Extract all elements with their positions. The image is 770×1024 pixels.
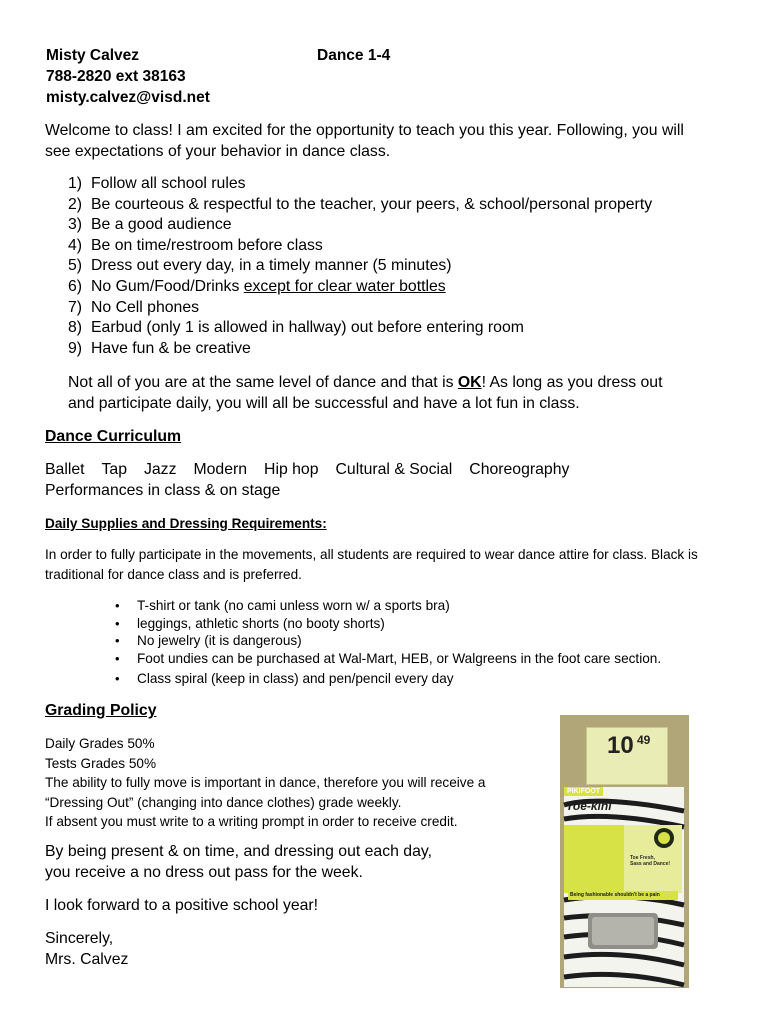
supply-item: • No jewelry (it is dangerous) [115,633,302,649]
grading-line: “Dressing Out” (changing into dance clothes) grade weekly. [45,794,402,810]
product-name: Toe-kini [566,799,612,813]
product-caption: Being fashionable shouldn't be a pain [570,892,660,898]
rule-item: 2) Be courteous & respectful to the teacher, your peers, & school/personal property [68,195,653,213]
grading-line: If absent you must write to a writing prompt in order to receive credit. [45,814,458,829]
supply-item: • Class spiral (keep in class) and pen/pencil every day [115,670,454,686]
grading-details [45,734,545,832]
teacher-email: misty.calvez@visd.net [46,89,210,106]
supply-item: • T-shirt or tank (no cami unless worn w/ a sports bra) [115,598,450,613]
price-tag [586,727,668,785]
grading-line: The ability to fully move is important in dance, therefore you will receive a [45,775,486,790]
ok-emphasis: OK [457,374,482,391]
forward-line: I look forward to a positive school year! [45,897,319,914]
style-tap: Tap [101,461,127,478]
rule-item: 8) Earbud (only 1 is allowed in hallway) out before entering room [68,319,524,337]
sign-off: Sincerely, [45,930,114,947]
brand-label: PIKIFOOT [564,787,603,796]
toe-kini-product-photo [560,715,689,988]
rules-list [46,174,726,359]
grading-heading: Grading Policy [45,702,157,719]
style-hip-hop: Hip hop [264,461,319,478]
teacher-name: Misty Calvez [46,47,140,64]
rule-item: 9) Have fun & be creative [68,339,251,357]
rule-item: 6) No Gum/Food/Drinks except for clear water bottles [68,277,446,295]
performances-line: Performances in class & on stage [45,482,281,499]
price-dollars: 10 [607,732,634,759]
signature: Mrs. Calvez [45,951,129,968]
presence-note: By being present & on time, and dressing out each day, you receive a no dress out pass for the week. [45,843,432,881]
style-cultural-social: Cultural & Social [335,461,453,478]
level-note: Not all of you are at the same level of dance and that is OK! As long as you dress out and participate daily, you will all be successful and have a lot fun in class. [68,374,663,412]
teacher-phone: 788-2820 ext 38163 [46,68,186,85]
rule-item: 3) Be a good audience [68,216,232,234]
curriculum-styles [45,459,586,480]
grading-line: Tests Grades 50% [45,755,157,771]
supply-item: • Foot undies can be purchased at Wal-Mart, HEB, or Walgreens in the foot care section. [115,651,662,667]
style-choreography: Choreography [469,461,570,478]
style-jazz: Jazz [144,461,177,478]
style-ballet: Ballet [45,461,85,478]
curriculum-heading: Dance Curriculum [45,428,182,445]
product-tagline: Toe Fresh, Sass and Dance! [630,855,671,867]
rule-item: 4) Be on time/restroom before class [68,236,323,254]
supplies-heading: Daily Supplies and Dressing Requirements: [45,516,327,531]
grading-line: Daily Grades 50% [45,736,155,751]
water-bottle-exception: except for clear water bottles [243,277,446,295]
rule-item: 1) Follow all school rules [68,175,246,192]
rule-item: 5) Dress out every day, in a timely manner (5 minutes) [68,257,452,275]
price-cents: 49 [637,733,651,747]
supply-item: • leggings, athletic shorts (no booty shorts) [115,615,385,631]
supplies-list [115,597,715,688]
course-title: Dance 1-4 [317,47,391,64]
intro-paragraph: Welcome to class! I am excited for the opportunity to teach you this year. Following, you will see expectations of your behavior in dance class. [45,122,684,160]
style-modern: Modern [193,461,248,478]
supplies-intro: In order to fully participate in the movements, all students are required to wear dance attire for class. Black is traditional for dance class and is preferred. [45,547,698,582]
rule-item: 7) No Cell phones [68,298,200,316]
